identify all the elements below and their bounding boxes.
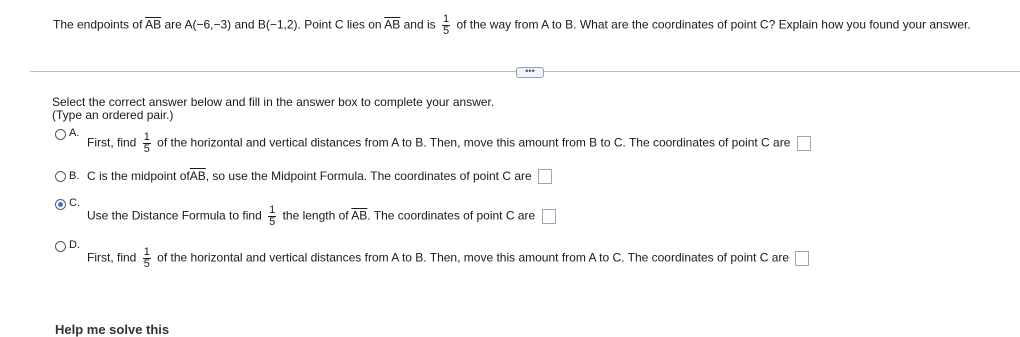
instruction-hint: (Type an ordered pair.): [52, 108, 174, 122]
fraction-denominator: 5: [143, 143, 150, 155]
fraction-numerator: 1: [269, 204, 276, 216]
fraction: [268, 205, 276, 228]
fraction-numerator: 1: [442, 13, 450, 25]
option-text-part: Use the Distance Formula to find: [87, 208, 262, 223]
question-part: of the way from A to B. What are the coordinates of point C? Explain how you found your answer.: [456, 17, 971, 32]
fraction-numerator: 1: [143, 131, 150, 143]
segment-label: $\overline{AB}$: [384, 17, 401, 32]
segment-label: $\overline{AB}$: [145, 17, 162, 32]
option-c-text: [87, 205, 556, 228]
option-c-letter: C.: [69, 197, 80, 209]
option-text-part: C is the midpoint of: [87, 169, 190, 183]
option-text-part: of the horizontal and vertical distances from A to B. Then, move this amount from A to C. The coordinates of point C are: [157, 250, 790, 265]
question-part: and is: [403, 17, 436, 32]
fraction: [143, 132, 151, 155]
option-a-radio[interactable]: [55, 129, 66, 140]
answer-box-b[interactable]: [538, 169, 552, 184]
question-part: are A(−6,−3) and B(−1,2). Point C lies on: [164, 17, 382, 32]
option-a-text: [87, 132, 811, 155]
answer-box-c[interactable]: [542, 209, 556, 224]
option-text-part: . The coordinates of point C are: [367, 208, 536, 223]
option-text-part: of the horizontal and vertical distances from A to B. Then, move this amount from B to C. The coordinates of point C are: [157, 135, 791, 150]
option-text-part: First, find: [87, 250, 137, 265]
option-b-letter: B.: [69, 170, 80, 182]
instruction-text: Select the correct answer below and fill in the answer box to complete your answer.: [52, 95, 495, 109]
option-a-letter: A.: [69, 127, 80, 139]
option-d-text: [87, 247, 809, 270]
option-b-radio[interactable]: [55, 171, 66, 182]
fraction-denominator: 5: [143, 258, 150, 270]
option-text-part: the length of: [282, 208, 349, 223]
option-text-part: , so use the Midpoint Formula. The coordinates of point C are: [205, 169, 532, 183]
option-b-text: [87, 168, 552, 184]
segment-label: $\overline{AB}$: [351, 208, 368, 223]
answer-box-a[interactable]: [797, 136, 811, 151]
answer-box-d[interactable]: [795, 251, 809, 266]
more-button[interactable]: •••: [516, 67, 544, 78]
option-c-radio[interactable]: [55, 199, 66, 210]
fraction-denominator: 5: [442, 25, 450, 37]
help-link[interactable]: Help me solve this: [55, 322, 170, 337]
option-d-letter: D.: [69, 239, 80, 251]
fraction: [143, 247, 151, 270]
question-text: [53, 14, 1013, 37]
segment-label: $\overline{AB}$: [189, 169, 206, 183]
option-text-part: First, find: [87, 135, 137, 150]
option-d-radio[interactable]: [55, 241, 66, 252]
fraction-denominator: 5: [269, 216, 276, 228]
fraction-numerator: 1: [143, 246, 150, 258]
fraction: [442, 14, 450, 37]
question-part: The endpoints of: [53, 17, 143, 32]
